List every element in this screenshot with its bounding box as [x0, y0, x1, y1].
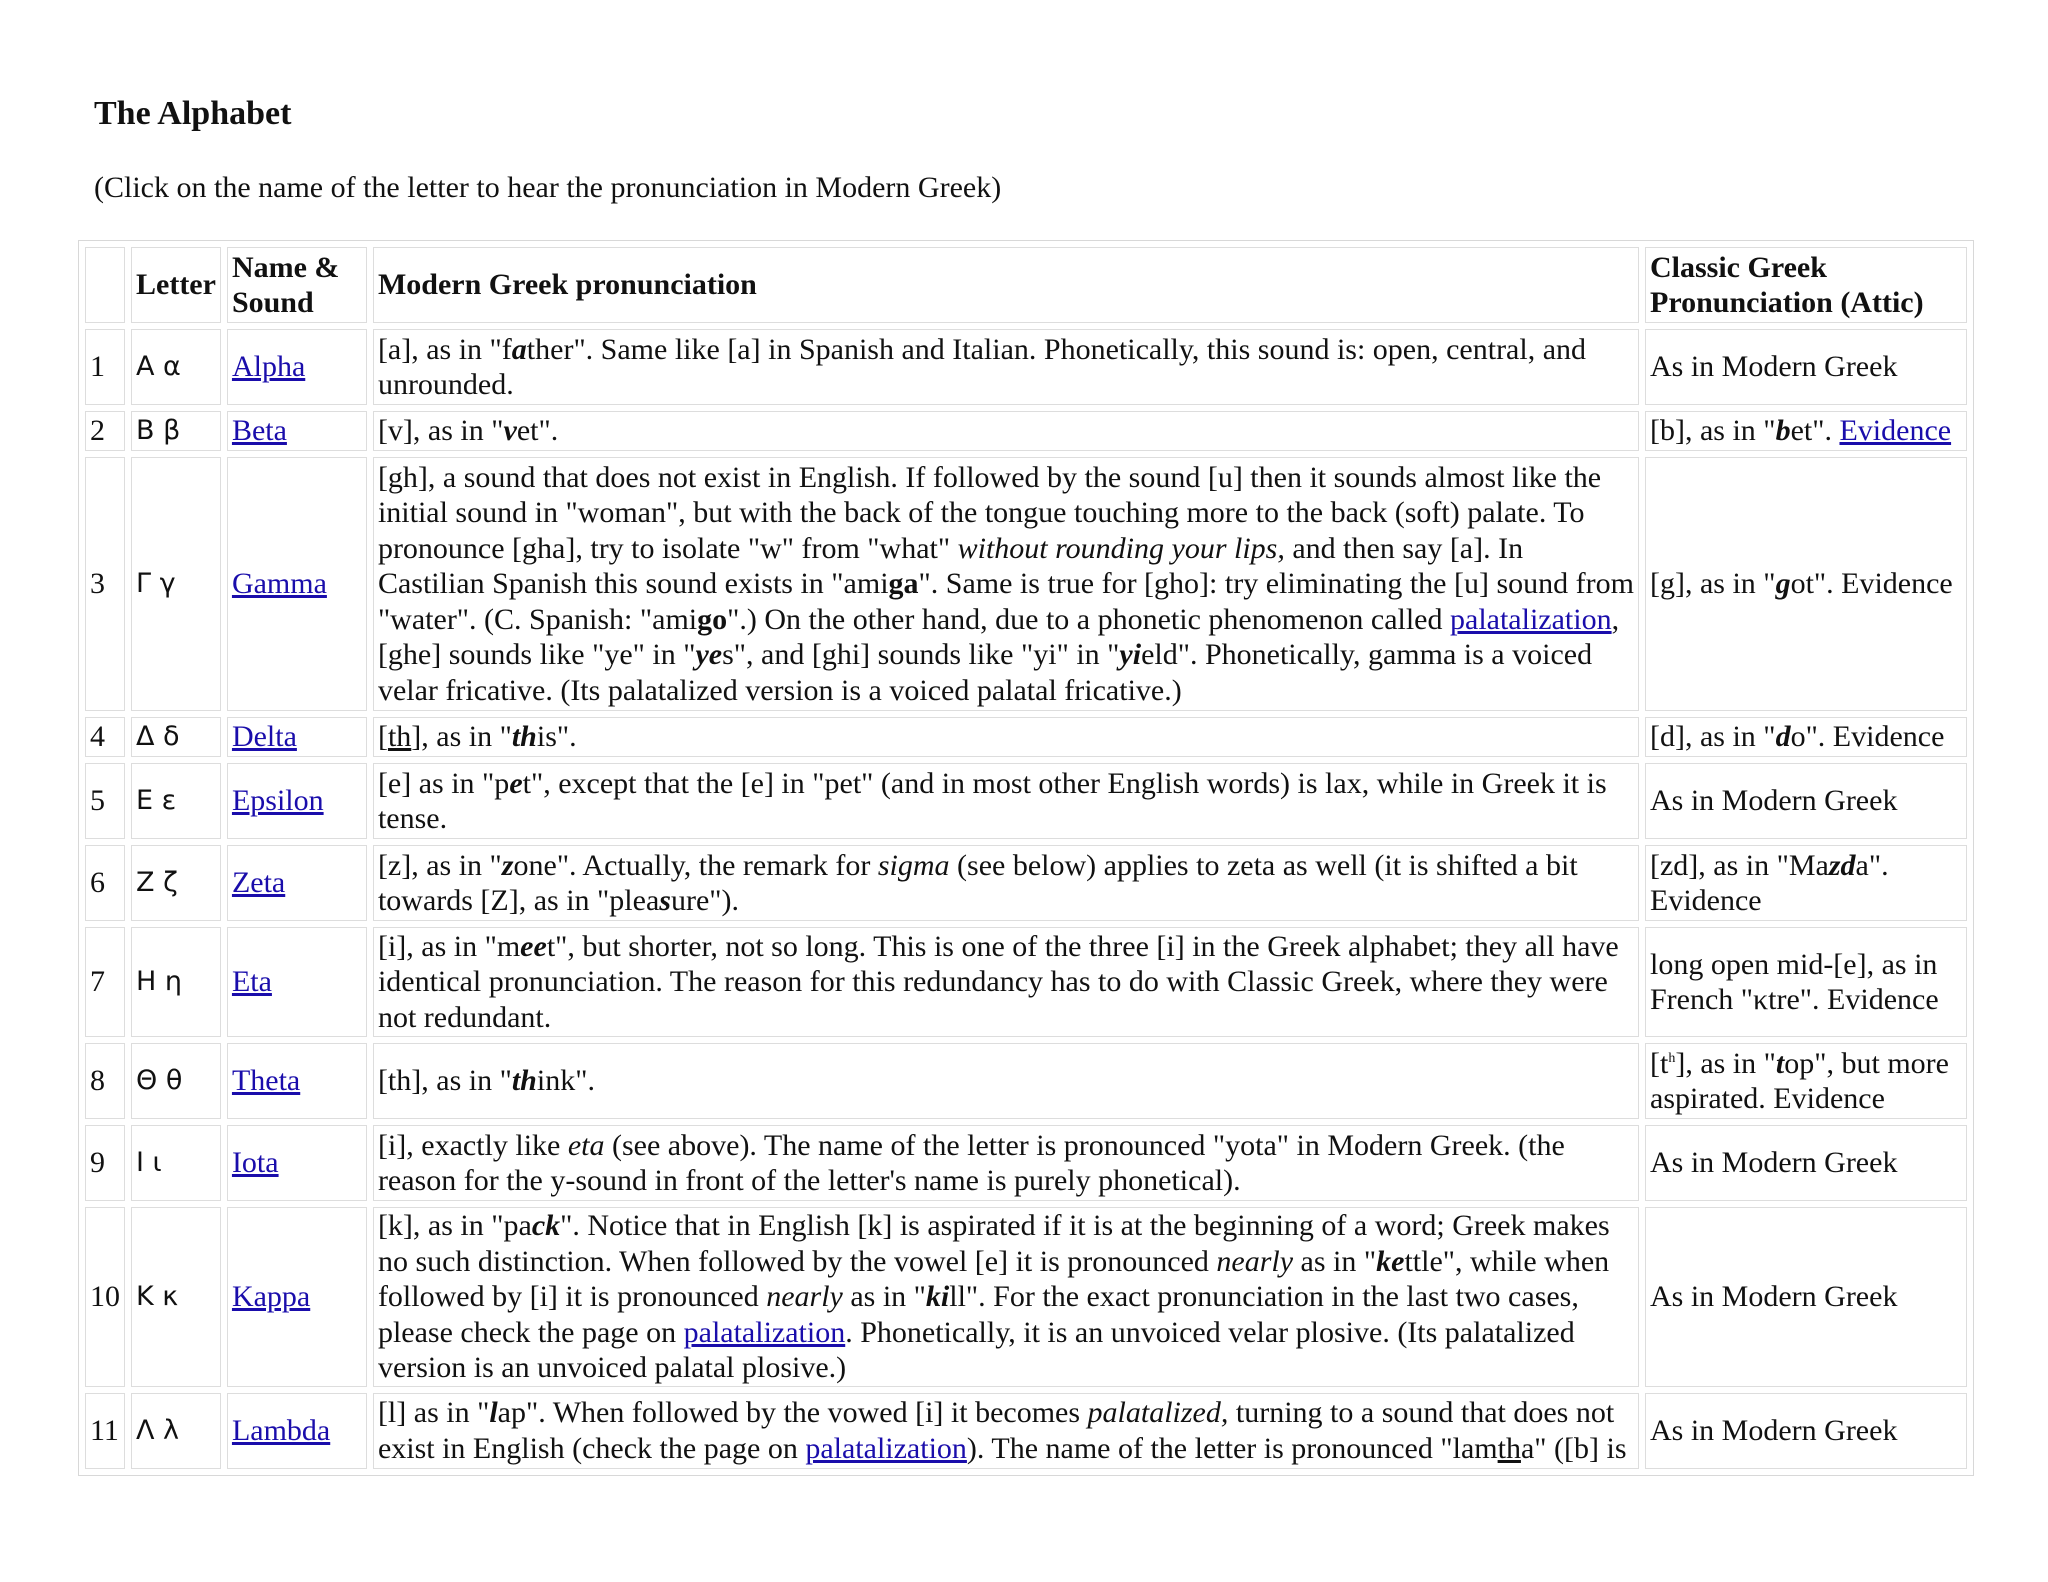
classic-pronunciation	[1645, 717, 1967, 757]
table-row-alpha	[85, 329, 1967, 405]
text-emphasis: b	[1775, 414, 1791, 448]
table-header-row	[85, 247, 1967, 323]
modern-pronunciation	[373, 1393, 1639, 1469]
classic-pronunciation	[1645, 763, 1967, 839]
text-emphasis: ee	[520, 929, 547, 963]
text-segment: is".	[536, 720, 577, 754]
row-number: 1	[85, 329, 125, 405]
row-number: 8	[85, 1043, 125, 1119]
text-segment: As in Modern Greek	[1650, 784, 1898, 818]
text-segment: As in Modern Greek	[1650, 1146, 1898, 1180]
text-segment: ink".	[536, 1064, 595, 1098]
greek-letter-zeta: Ζ ζ	[131, 845, 221, 921]
letter-link-alpha[interactable]: Alpha	[231, 350, 306, 384]
text-italic: palatalized,	[1087, 1396, 1229, 1429]
link-palatalization[interactable]: palatalization	[683, 1315, 846, 1349]
text-segment: [g], as in "	[1650, 567, 1776, 601]
text-emphasis: l	[489, 1396, 498, 1429]
table-row-kappa	[85, 1207, 1967, 1387]
text-segment: ). The name of the letter is pronounced "lam	[966, 1431, 1498, 1465]
row-number: 11	[85, 1393, 125, 1469]
letter-link-delta[interactable]: Delta	[231, 720, 297, 754]
name-cell	[227, 1393, 367, 1469]
header-letter: Letter	[131, 247, 221, 323]
text-underline: th	[1497, 1431, 1521, 1465]
letter-link-iota[interactable]: Iota	[231, 1146, 279, 1180]
header-number	[85, 247, 125, 323]
table-row-gamma	[85, 457, 1967, 711]
table-row-lambda	[85, 1393, 1967, 1469]
text-segment: (see below) applies to zeta as well (it is shifted a bit towards [Z], as in "plea	[377, 848, 1578, 917]
text-segment: (see above). The name of the letter is pronounced "yota" in Modern Greek. (the reason for the y-sound in front of the letter's name is purely phonetical).	[377, 1128, 1565, 1197]
text-segment: [t	[1650, 1046, 1669, 1080]
text-segment: , [ghe] sounds like "ye" in "	[377, 602, 1620, 672]
greek-letter-kappa: Κ κ	[131, 1207, 221, 1387]
text-emphasis: g	[1775, 567, 1791, 601]
name-cell	[227, 1043, 367, 1119]
text-segment: et".	[1790, 414, 1840, 448]
text-segment: ". Notice that in English [k] is aspirated if it is at the beginning of a word; Greek makes no such distinction. When followed by the vowel [e] it is pronounced	[377, 1209, 1610, 1278]
text-italic: without rounding your lips,	[957, 531, 1285, 565]
classic-pronunciation	[1645, 845, 1967, 921]
greek-letter-iota: Ι ι	[131, 1125, 221, 1201]
name-cell	[227, 457, 367, 711]
modern-pronunciation	[373, 717, 1639, 757]
greek-letter-eta: Η η	[131, 927, 221, 1037]
modern-pronunciation	[373, 329, 1639, 405]
modern-pronunciation	[373, 1125, 1639, 1201]
text-segment: [e] as in "p	[377, 766, 510, 800]
row-number: 7	[85, 927, 125, 1037]
modern-pronunciation	[373, 763, 1639, 839]
text-segment: [b], as in "	[1650, 414, 1776, 448]
text-segment: ". Same is true for [gho]: try eliminating the [u] sound from "water". (C. Spanish: "ami	[377, 567, 1634, 636]
text-segment: op", but more aspirated. Evidence	[1650, 1046, 1949, 1115]
table-row-beta	[85, 411, 1967, 451]
classic-pronunciation	[1645, 1207, 1967, 1387]
text-segment: a". Evidence	[1650, 848, 1889, 917]
modern-pronunciation	[373, 1043, 1639, 1119]
text-emphasis: t	[1775, 1046, 1785, 1080]
table-row-iota	[85, 1125, 1967, 1201]
classic-pronunciation	[1645, 411, 1967, 451]
text-emphasis: zd	[1828, 848, 1856, 882]
name-cell	[227, 411, 367, 451]
letter-link-lambda[interactable]: Lambda	[231, 1413, 331, 1447]
superscript-text: h	[1668, 1050, 1676, 1066]
text-segment: [gh], a sound that does not exist in English. If followed by the sound [u] then it sounds almost like the initial sound in "woman", but with the back of the tongue touching more to the back (soft) palate. To pronounce [gha], try to isolate "w" from "what"	[377, 460, 1602, 565]
text-segment: ll". For the exact pronunciation in the last two cases, please check the page on	[377, 1280, 1579, 1349]
link-palatalization[interactable]: palatalization	[1450, 602, 1612, 636]
letter-link-theta[interactable]: Theta	[231, 1064, 301, 1098]
text-segment: ther". Same like [a] in Spanish and Italian. Phonetically, this sound is: open, central, and unrounded.	[377, 332, 1587, 401]
text-segment: one". Actually, the remark for	[513, 848, 878, 882]
modern-pronunciation	[373, 927, 1639, 1037]
name-cell	[227, 763, 367, 839]
greek-letter-lambda: Λ λ	[131, 1393, 221, 1469]
modern-pronunciation	[373, 457, 1639, 711]
letter-link-eta[interactable]: Eta	[231, 965, 272, 999]
header-modern-pronunciation: Modern Greek pronunciation	[373, 247, 1639, 323]
text-bold: go	[697, 602, 728, 636]
greek-letter-theta: Θ θ	[131, 1043, 221, 1119]
text-segment: As in Modern Greek	[1650, 1413, 1898, 1447]
header-name-sound: Name & Sound	[227, 247, 367, 323]
text-segment: long open mid-[e], as in French "κtre". Evidence	[1650, 947, 1939, 1016]
row-number: 3	[85, 457, 125, 711]
classic-pronunciation	[1645, 1393, 1967, 1469]
row-number: 4	[85, 717, 125, 757]
text-emphasis: s	[659, 884, 671, 917]
text-segment: [z], as in "	[377, 848, 502, 882]
name-cell	[227, 329, 367, 405]
text-segment: ], as in "	[411, 720, 512, 754]
classic-pronunciation	[1645, 927, 1967, 1037]
modern-pronunciation	[373, 1207, 1639, 1387]
page-title: The Alphabet	[94, 95, 292, 132]
text-segment: [a], as in "f	[377, 332, 512, 366]
text-segment: and then say [a]. In Castilian Spanish this sound exists in "ami	[377, 531, 1524, 601]
text-segment: [d], as in "	[1650, 720, 1776, 754]
text-segment: as in "	[1293, 1244, 1377, 1278]
letter-link-epsilon[interactable]: Epsilon	[231, 784, 324, 818]
text-segment: [v], as in "	[377, 414, 504, 448]
text-segment: [l] as in "	[377, 1396, 490, 1429]
letter-link-gamma[interactable]: Gamma	[231, 567, 327, 601]
table-row-theta	[85, 1043, 1967, 1119]
text-segment: As in Modern Greek	[1650, 350, 1898, 384]
row-number: 2	[85, 411, 125, 451]
text-segment: [	[377, 720, 388, 754]
text-segment: [i], exactly like	[377, 1128, 568, 1162]
greek-letter-beta: Β β	[131, 411, 221, 451]
table-row-epsilon	[85, 763, 1967, 839]
text-segment: turning to a sound that does not exist in English (check the page on	[377, 1396, 1615, 1465]
classic-pronunciation	[1645, 1043, 1967, 1119]
text-segment: ], as in "	[1675, 1046, 1776, 1080]
name-cell	[227, 717, 367, 757]
greek-letter-delta: Δ δ	[131, 717, 221, 757]
text-segment: ot". Evidence	[1790, 567, 1953, 601]
greek-letter-alpha: Α α	[131, 329, 221, 405]
row-number: 6	[85, 845, 125, 921]
text-emphasis: ki	[925, 1280, 950, 1313]
text-italic: eta	[567, 1128, 605, 1162]
text-emphasis: ck	[531, 1209, 561, 1242]
modern-pronunciation	[373, 845, 1639, 921]
text-segment: t", but shorter, not so long. This is one of the three [i] in the Greek alphabet; they all have identical pronunciation. The reason for this redundancy has to do with Classic Greek, where they were not redundant.	[377, 929, 1619, 1034]
page-subtitle: (Click on the name of the letter to hear the pronunciation in Modern Greek)	[94, 171, 1002, 204]
text-bold: ga	[888, 567, 919, 601]
name-cell	[227, 1125, 367, 1201]
greek-letter-gamma: Γ γ	[131, 457, 221, 711]
header-classic-pronunciation: Classic Greek Pronunciation (Attic)	[1645, 247, 1967, 323]
text-segment: ure").	[670, 884, 739, 917]
text-segment: et".	[516, 414, 559, 448]
text-emphasis: ke	[1376, 1244, 1405, 1278]
table-row-zeta	[85, 845, 1967, 921]
letter-link-beta[interactable]: Beta	[231, 414, 287, 448]
text-segment: [i], as in "m	[377, 929, 521, 963]
text-segment: ttle", while when followed by [i] it is pronounced	[377, 1244, 1610, 1313]
text-emphasis: ye	[695, 638, 723, 672]
table-row-delta	[85, 717, 1967, 757]
text-segment: t", except that the [e] in "pet" (and in most other English words) is lax, while in Greek it is tense.	[377, 766, 1607, 835]
modern-pronunciation	[373, 411, 1639, 451]
letter-link-zeta[interactable]: Zeta	[231, 866, 286, 900]
text-italic: nearly	[766, 1280, 843, 1313]
greek-letter-epsilon: Ε ε	[131, 763, 221, 839]
text-underline: th	[387, 720, 412, 754]
row-number: 5	[85, 763, 125, 839]
text-italic: sigma	[877, 848, 950, 882]
text-segment: s", and [ghi] sounds like "yi" in "	[722, 638, 1120, 672]
name-cell	[227, 845, 367, 921]
classic-pronunciation	[1645, 329, 1967, 405]
text-segment: as in "	[842, 1280, 926, 1313]
link-evidence[interactable]: Evidence	[1839, 414, 1952, 448]
classic-pronunciation	[1645, 1125, 1967, 1201]
text-italic: nearly	[1216, 1244, 1294, 1278]
text-emphasis: e	[509, 766, 523, 800]
text-segment: As in Modern Greek	[1650, 1280, 1898, 1313]
text-emphasis: d	[1775, 720, 1791, 754]
text-emphasis: z	[501, 848, 514, 882]
text-segment: . Phonetically, it is an unvoiced velar plosive. (Its palatalized version is an unvoiced palatal plosive.)	[377, 1315, 1575, 1384]
classic-pronunciation	[1645, 457, 1967, 711]
text-emphasis: a	[511, 332, 527, 366]
text-segment: [k], as in "pa	[377, 1209, 532, 1242]
text-emphasis: th	[511, 1064, 537, 1098]
text-emphasis: v	[503, 414, 517, 448]
text-segment: ap". When followed by the vowed [i] it becomes	[497, 1396, 1088, 1429]
letter-link-kappa[interactable]: Kappa	[231, 1280, 311, 1313]
row-number: 10	[85, 1207, 125, 1387]
name-cell	[227, 927, 367, 1037]
text-segment: o". Evidence	[1790, 720, 1945, 754]
name-cell	[227, 1207, 367, 1387]
text-segment: [zd], as in "Ma	[1650, 848, 1829, 882]
table-row-eta	[85, 927, 1967, 1037]
text-segment: eld". Phonetically, gamma is a voiced velar fricative. (Its palatalized version is a voiced palatal fricative.)	[377, 638, 1593, 707]
table-body	[85, 329, 1967, 1469]
alphabet-table	[78, 240, 1974, 1476]
text-segment: [th], as in "	[377, 1064, 512, 1098]
text-segment: a" ([b] is	[1520, 1431, 1627, 1465]
text-segment: ".) On the other hand, due to a phonetic phenomenon called	[727, 602, 1450, 636]
text-emphasis: th	[511, 720, 537, 754]
link-palatalization[interactable]: palatalization	[805, 1431, 967, 1465]
row-number: 9	[85, 1125, 125, 1201]
text-emphasis: yi	[1119, 638, 1142, 672]
